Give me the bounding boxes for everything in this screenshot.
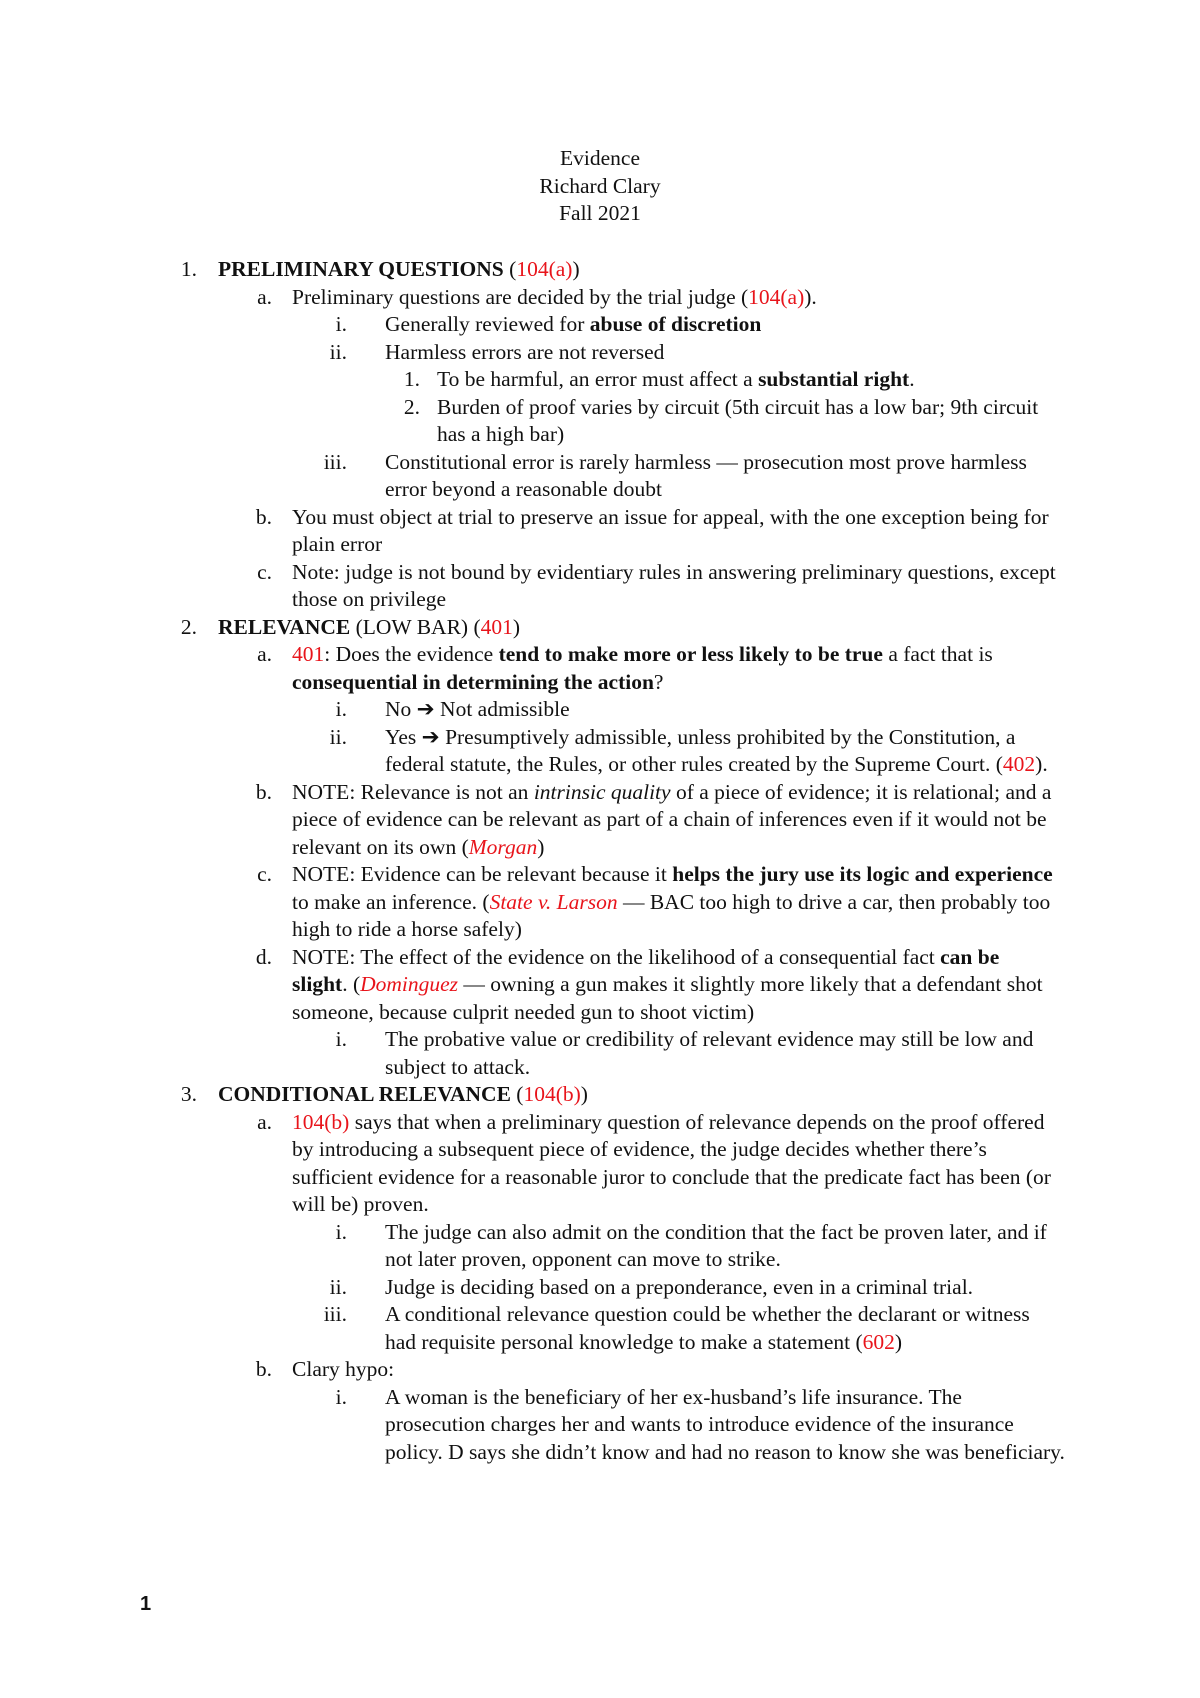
case-name: Dominguez bbox=[360, 972, 459, 996]
list-text: NOTE: Relevance is not an bbox=[292, 779, 534, 804]
document-term: Fall 2021 bbox=[559, 201, 641, 225]
list-number: 1. bbox=[180, 257, 197, 281]
rule-ref: 104(a) bbox=[748, 284, 805, 309]
list-item bbox=[0, 944, 1058, 1027]
list-item bbox=[0, 861, 1058, 944]
rule-ref: 104(b) bbox=[523, 1082, 581, 1106]
section-preliminary-questions: 1. PRELIMINARY QUESTIONS (104(a)) bbox=[0, 256, 1058, 284]
rule-ref: 401 bbox=[480, 614, 513, 639]
list-roman: iii. bbox=[323, 449, 347, 474]
list-text: To be harmful, an error must affect a bbox=[437, 367, 759, 391]
list-item bbox=[0, 1219, 1065, 1274]
list-item bbox=[0, 504, 1058, 559]
section-title: PRELIMINARY QUESTIONS bbox=[218, 257, 504, 281]
list-letter: d. bbox=[255, 944, 272, 969]
list-text: — BAC too high to drive a car, then probably too high to ride a horse safely) bbox=[292, 889, 1051, 941]
list-letter: c. bbox=[257, 862, 272, 886]
list-text: Presumptively admissible, unless prohibited by the Constitution, a federal statute, the Rules, or other rules created by the Supreme Court. ( bbox=[385, 724, 1016, 776]
list-text: ? bbox=[653, 669, 664, 694]
list-number: 2. bbox=[180, 614, 197, 639]
list-text: Judge is deciding based on a preponderance, even in a criminal trial. bbox=[385, 1274, 974, 1299]
case-name: State v. Larson bbox=[489, 889, 618, 914]
list-text: The judge can also admit on the condition that the fact be proven later, and if not later proven, opponent can move to strike. bbox=[385, 1219, 1047, 1271]
rule-ref: 401 bbox=[292, 642, 325, 666]
list-text: Not admissible bbox=[434, 697, 570, 721]
list-roman: i. bbox=[335, 1219, 347, 1244]
bold-term: tend to make more or less likely to be true bbox=[498, 642, 883, 666]
list-item bbox=[0, 1026, 1065, 1081]
list-letter: b. bbox=[255, 1357, 272, 1381]
list-roman: iii. bbox=[323, 1302, 347, 1326]
list-item bbox=[0, 559, 1058, 614]
list-roman: ii. bbox=[329, 724, 347, 749]
list-item bbox=[0, 449, 1065, 504]
list-text: Yes bbox=[385, 724, 422, 749]
list-item bbox=[0, 1356, 1058, 1384]
case-name: Morgan bbox=[468, 834, 538, 859]
page-number: 1 bbox=[140, 1593, 152, 1615]
arrow-icon: ➔ bbox=[421, 724, 440, 749]
list-text: Constitutional error is rarely harmless — prosecution most prove harmless error beyond a reasonable doubt bbox=[385, 449, 1027, 501]
section-relevance: 2. RELEVANCE (LOW BAR) (401) bbox=[0, 614, 1058, 642]
list-text: NOTE: Evidence can be relevant because it bbox=[292, 862, 673, 886]
list-text: — owning a gun makes it slightly more likely that a defendant shot someone, because culprit needed gun to shoot victim) bbox=[292, 972, 1043, 1024]
list-number: 3. bbox=[180, 1082, 197, 1106]
section-subtitle: (LOW BAR) bbox=[355, 614, 469, 639]
list-text: No bbox=[385, 697, 417, 721]
list-item bbox=[0, 641, 1058, 696]
list-item bbox=[0, 779, 1058, 862]
list-item bbox=[0, 1109, 1058, 1219]
italic-term: intrinsic quality bbox=[533, 779, 671, 804]
list-text: of a piece of evidence; it is relational; and a piece of evidence can be relevant as part of a chain of inferences even if it would not be relevant on its own ( bbox=[292, 779, 1052, 859]
list-text: Preliminary questions are decided by the trial judge ( bbox=[292, 284, 749, 309]
list-item bbox=[0, 366, 1057, 394]
list-letter: b. bbox=[255, 504, 272, 529]
list-item bbox=[0, 339, 1065, 367]
list-item bbox=[0, 1301, 1065, 1356]
list-text: ) bbox=[537, 834, 545, 859]
document-title: Evidence bbox=[560, 146, 640, 170]
list-item bbox=[0, 284, 1058, 312]
list-text: The probative value or credibility of relevant evidence may still be low and subject to attack. bbox=[385, 1027, 1034, 1079]
section-title: RELEVANCE bbox=[218, 614, 351, 639]
list-text: ). bbox=[804, 284, 817, 309]
rule-ref: 104(a) bbox=[516, 257, 573, 281]
list-text: NOTE: The effect of the evidence on the likelihood of a consequential fact bbox=[292, 944, 941, 969]
bold-term: can be slight bbox=[292, 944, 1000, 996]
rule-ref: 104(b) bbox=[292, 1109, 350, 1134]
list-roman: i. bbox=[335, 1027, 347, 1051]
rule-ref: 402 bbox=[1002, 752, 1036, 776]
list-letter: a. bbox=[257, 642, 272, 666]
list-text: You must object at trial to preserve an issue for appeal, with the one exception being for plain error bbox=[292, 504, 1049, 556]
list-letter: a. bbox=[257, 1109, 272, 1134]
list-text: : Does the evidence bbox=[324, 642, 499, 666]
document-header bbox=[0, 145, 1200, 228]
list-letter: c. bbox=[257, 559, 272, 584]
list-number: 1. bbox=[403, 367, 420, 391]
document-author: Richard Clary bbox=[539, 173, 661, 198]
list-text: Harmless errors are not reversed bbox=[385, 339, 665, 364]
list-text: . ( bbox=[342, 972, 361, 996]
bold-term: helps the jury use its logic and experience bbox=[672, 862, 1053, 886]
list-item bbox=[0, 311, 1065, 339]
section-conditional-relevance: 3. CONDITIONAL RELEVANCE (104(b)) bbox=[0, 1081, 1058, 1109]
list-item bbox=[0, 1384, 1065, 1467]
bold-term: abuse of discretion bbox=[589, 312, 762, 336]
list-number: 2. bbox=[403, 394, 420, 419]
outline bbox=[0, 256, 1200, 1466]
list-text: . bbox=[909, 367, 915, 391]
list-item bbox=[0, 724, 1065, 779]
list-letter: b. bbox=[255, 779, 272, 804]
list-roman: ii. bbox=[329, 339, 347, 364]
list-text: Clary hypo: bbox=[292, 1357, 395, 1381]
rule-ref: 602 bbox=[862, 1329, 895, 1354]
list-letter: a. bbox=[257, 284, 272, 309]
list-text: ). bbox=[1035, 752, 1048, 776]
list-roman: ii. bbox=[329, 1274, 347, 1299]
list-item bbox=[0, 394, 1057, 449]
arrow-icon: ➔ bbox=[416, 697, 435, 721]
list-text: Burden of proof varies by circuit (5th circuit has a low bar; 9th circuit has a high bar) bbox=[437, 394, 1039, 446]
bold-term: substantial right bbox=[758, 367, 910, 391]
section-title: CONDITIONAL RELEVANCE bbox=[218, 1082, 511, 1106]
bold-term: consequential in determining the action bbox=[292, 669, 654, 694]
list-text: a fact that is bbox=[882, 642, 993, 666]
list-item bbox=[0, 696, 1065, 724]
list-text: says that when a preliminary question of relevance depends on the proof offered by introducing a subsequent piece of evidence, the judge decides whether there’s sufficient evidence for a reasonable juror to conclude that the predicate fact has been (or will be) proven. bbox=[292, 1109, 1051, 1216]
list-roman: i. bbox=[335, 312, 347, 336]
list-text: A conditional relevance question could be whether the declarant or witness had requisite personal knowledge to make a statement ( bbox=[385, 1302, 1030, 1354]
list-text: to make an inference. ( bbox=[292, 889, 490, 914]
list-roman: i. bbox=[335, 1384, 347, 1409]
list-text: Note: judge is not bound by evidentiary rules in answering preliminary questions, except those on privilege bbox=[292, 559, 1056, 611]
list-text: ) bbox=[894, 1329, 903, 1354]
list-roman: i. bbox=[335, 697, 347, 721]
list-text: Generally reviewed for bbox=[385, 312, 590, 336]
list-item bbox=[0, 1274, 1065, 1302]
list-text: A woman is the beneficiary of her ex-husband’s life insurance. The prosecution charges her and wants to introduce evidence of the insurance policy. D says she didn’t know and had no reason to know she was beneficiary. bbox=[385, 1384, 1065, 1464]
